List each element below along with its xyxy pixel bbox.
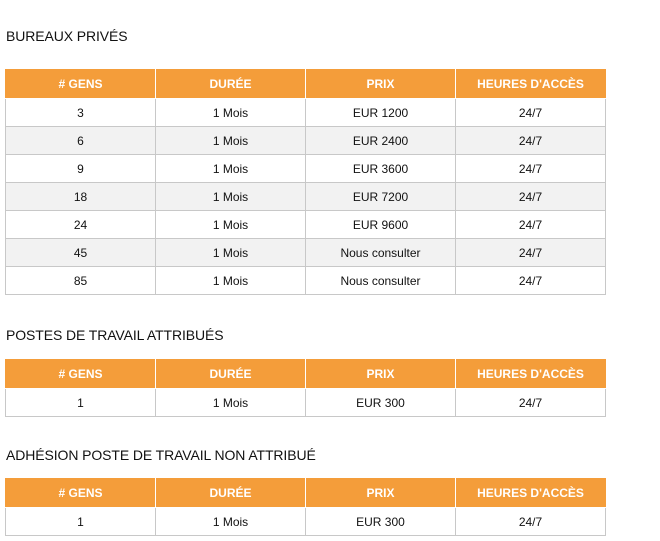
private-offices-table: [5, 69, 606, 295]
cell-duration: 1 Mois: [156, 127, 306, 155]
cell-duration: 1 Mois: [156, 389, 306, 417]
section-title-private-offices: BUREAUX PRIVÉS: [6, 28, 128, 44]
table-row: [6, 183, 606, 211]
cell-people: 1: [6, 508, 156, 536]
table-row: [6, 127, 606, 155]
cell-price: EUR 3600: [306, 155, 456, 183]
cell-access-hours: 24/7: [456, 508, 606, 536]
cell-access-hours: 24/7: [456, 267, 606, 295]
table-row: [6, 239, 606, 267]
column-header-access-hours: HEURES D'ACCÈS: [456, 70, 606, 99]
column-header-duration: DURÉE: [156, 479, 306, 508]
column-header-duration: DURÉE: [156, 70, 306, 99]
cell-price: Nous consulter: [306, 267, 456, 295]
cell-access-hours: 24/7: [456, 127, 606, 155]
cell-price: EUR 2400: [306, 127, 456, 155]
column-header-price: PRIX: [306, 70, 456, 99]
cell-duration: 1 Mois: [156, 183, 306, 211]
cell-people: 1: [6, 389, 156, 417]
hot-desk-membership-table: [5, 478, 606, 536]
cell-people: 24: [6, 211, 156, 239]
table-row: [6, 99, 606, 127]
cell-people: 45: [6, 239, 156, 267]
cell-access-hours: 24/7: [456, 211, 606, 239]
cell-duration: 1 Mois: [156, 99, 306, 127]
cell-access-hours: 24/7: [456, 99, 606, 127]
cell-people: 6: [6, 127, 156, 155]
column-header-access-hours: HEURES D'ACCÈS: [456, 360, 606, 389]
column-header-people: # GENS: [6, 70, 156, 99]
cell-access-hours: 24/7: [456, 183, 606, 211]
cell-price: EUR 300: [306, 389, 456, 417]
cell-price: EUR 300: [306, 508, 456, 536]
column-header-price: PRIX: [306, 479, 456, 508]
cell-duration: 1 Mois: [156, 155, 306, 183]
cell-people: 18: [6, 183, 156, 211]
table-header-row: [6, 360, 606, 389]
cell-duration: 1 Mois: [156, 508, 306, 536]
column-header-people: # GENS: [6, 360, 156, 389]
table-header-row: [6, 70, 606, 99]
column-header-price: PRIX: [306, 360, 456, 389]
cell-access-hours: 24/7: [456, 239, 606, 267]
column-header-people: # GENS: [6, 479, 156, 508]
cell-access-hours: 24/7: [456, 155, 606, 183]
cell-price: EUR 9600: [306, 211, 456, 239]
section-title-hot-desk-membership: ADHÉSION POSTE DE TRAVAIL NON ATTRIBUÉ: [6, 447, 316, 463]
table-row: [6, 211, 606, 239]
column-header-duration: DURÉE: [156, 360, 306, 389]
table-row: [6, 389, 606, 417]
table-header-row: [6, 479, 606, 508]
table-row: [6, 155, 606, 183]
cell-people: 85: [6, 267, 156, 295]
table-row: [6, 267, 606, 295]
cell-duration: 1 Mois: [156, 239, 306, 267]
column-header-access-hours: HEURES D'ACCÈS: [456, 479, 606, 508]
table-row: [6, 508, 606, 536]
cell-access-hours: 24/7: [456, 389, 606, 417]
cell-people: 3: [6, 99, 156, 127]
cell-duration: 1 Mois: [156, 267, 306, 295]
cell-price: EUR 7200: [306, 183, 456, 211]
cell-price: EUR 1200: [306, 99, 456, 127]
cell-people: 9: [6, 155, 156, 183]
assigned-desks-table: [5, 359, 606, 417]
cell-price: Nous consulter: [306, 239, 456, 267]
cell-duration: 1 Mois: [156, 211, 306, 239]
section-title-assigned-desks: POSTES DE TRAVAIL ATTRIBUÉS: [6, 327, 224, 343]
